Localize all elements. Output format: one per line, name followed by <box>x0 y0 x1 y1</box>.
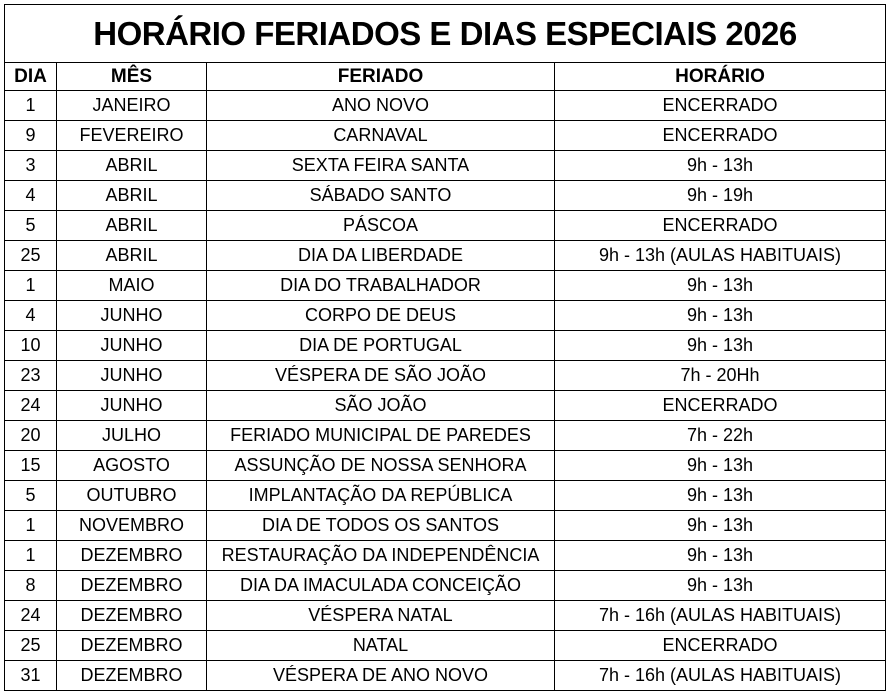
cell-mes: DEZEMBRO <box>57 541 207 571</box>
cell-feriado: DIA DE PORTUGAL <box>207 331 555 361</box>
cell-feriado: FERIADO MUNICIPAL DE PAREDES <box>207 421 555 451</box>
cell-feriado: DIA DE TODOS OS SANTOS <box>207 511 555 541</box>
cell-dia: 20 <box>5 421 57 451</box>
cell-dia: 9 <box>5 121 57 151</box>
table-row <box>5 601 886 631</box>
cell-horario: 9h - 19h <box>555 181 886 211</box>
cell-dia: 3 <box>5 151 57 181</box>
cell-horario: 9h - 13h <box>555 451 886 481</box>
cell-horario: 9h - 13h <box>555 541 886 571</box>
cell-feriado: DIA DA LIBERDADE <box>207 241 555 271</box>
cell-feriado: CORPO DE DEUS <box>207 301 555 331</box>
cell-horario: 9h - 13h <box>555 481 886 511</box>
cell-feriado: CARNAVAL <box>207 121 555 151</box>
cell-mes: DEZEMBRO <box>57 601 207 631</box>
cell-dia: 5 <box>5 481 57 511</box>
cell-mes: MAIO <box>57 271 207 301</box>
cell-horario: 9h - 13h <box>555 511 886 541</box>
cell-feriado: VÉSPERA NATAL <box>207 601 555 631</box>
cell-horario: 7h - 20Hh <box>555 361 886 391</box>
cell-horario: 9h - 13h <box>555 271 886 301</box>
cell-dia: 1 <box>5 541 57 571</box>
cell-feriado: ANO NOVO <box>207 91 555 121</box>
cell-mes: AGOSTO <box>57 451 207 481</box>
table-row <box>5 211 886 241</box>
table-row <box>5 571 886 601</box>
cell-dia: 4 <box>5 301 57 331</box>
cell-horario: 9h - 13h <box>555 571 886 601</box>
title-row <box>5 5 886 63</box>
cell-mes: DEZEMBRO <box>57 571 207 601</box>
cell-horario: 7h - 16h (AULAS HABITUAIS) <box>555 661 886 691</box>
cell-dia: 1 <box>5 271 57 301</box>
cell-mes: JULHO <box>57 421 207 451</box>
header-row <box>5 63 886 91</box>
cell-feriado: DIA DA IMACULADA CONCEIÇÃO <box>207 571 555 601</box>
cell-feriado: VÉSPERA DE SÃO JOÃO <box>207 361 555 391</box>
table-row <box>5 511 886 541</box>
cell-horario: ENCERRADO <box>555 121 886 151</box>
cell-feriado: RESTAURAÇÃO DA INDEPENDÊNCIA <box>207 541 555 571</box>
table-row <box>5 661 886 691</box>
cell-mes: DEZEMBRO <box>57 661 207 691</box>
cell-feriado: SÁBADO SANTO <box>207 181 555 211</box>
cell-mes: NOVEMBRO <box>57 511 207 541</box>
cell-dia: 23 <box>5 361 57 391</box>
schedule-sheet <box>4 4 885 691</box>
table-row <box>5 121 886 151</box>
cell-mes: ABRIL <box>57 151 207 181</box>
cell-dia: 1 <box>5 511 57 541</box>
cell-mes: JUNHO <box>57 391 207 421</box>
cell-horario: 9h - 13h <box>555 151 886 181</box>
table-row <box>5 241 886 271</box>
cell-mes: JANEIRO <box>57 91 207 121</box>
cell-feriado: PÁSCOA <box>207 211 555 241</box>
table-row <box>5 451 886 481</box>
table-row <box>5 181 886 211</box>
table-row <box>5 421 886 451</box>
table-row <box>5 151 886 181</box>
table-row <box>5 91 886 121</box>
table-row <box>5 391 886 421</box>
cell-mes: ABRIL <box>57 241 207 271</box>
cell-dia: 5 <box>5 211 57 241</box>
cell-horario: 7h - 16h (AULAS HABITUAIS) <box>555 601 886 631</box>
cell-feriado: IMPLANTAÇÃO DA REPÚBLICA <box>207 481 555 511</box>
cell-feriado: SÃO JOÃO <box>207 391 555 421</box>
holiday-schedule-table <box>4 4 886 691</box>
cell-mes: ABRIL <box>57 211 207 241</box>
cell-horario: 7h - 22h <box>555 421 886 451</box>
cell-mes: DEZEMBRO <box>57 631 207 661</box>
cell-feriado: ASSUNÇÃO DE NOSSA SENHORA <box>207 451 555 481</box>
cell-horario: ENCERRADO <box>555 631 886 661</box>
cell-feriado: DIA DO TRABALHADOR <box>207 271 555 301</box>
page-title: HORÁRIO FERIADOS E DIAS ESPECIAIS 2026 <box>5 5 886 63</box>
cell-horario: 9h - 13h <box>555 301 886 331</box>
cell-dia: 4 <box>5 181 57 211</box>
cell-dia: 24 <box>5 601 57 631</box>
table-row <box>5 271 886 301</box>
column-header-dia: DIA <box>5 63 57 91</box>
cell-mes: OUTUBRO <box>57 481 207 511</box>
cell-mes: JUNHO <box>57 301 207 331</box>
column-header-feriado: FERIADO <box>207 63 555 91</box>
table-row <box>5 631 886 661</box>
cell-horario: 9h - 13h (AULAS HABITUAIS) <box>555 241 886 271</box>
column-header-mes: MÊS <box>57 63 207 91</box>
cell-dia: 31 <box>5 661 57 691</box>
column-header-horario: HORÁRIO <box>555 63 886 91</box>
cell-dia: 25 <box>5 631 57 661</box>
table-row <box>5 361 886 391</box>
cell-dia: 24 <box>5 391 57 421</box>
table-body <box>5 91 886 691</box>
cell-feriado: VÉSPERA DE ANO NOVO <box>207 661 555 691</box>
cell-mes: ABRIL <box>57 181 207 211</box>
cell-horario: ENCERRADO <box>555 211 886 241</box>
cell-dia: 10 <box>5 331 57 361</box>
table-row <box>5 331 886 361</box>
cell-dia: 8 <box>5 571 57 601</box>
cell-horario: ENCERRADO <box>555 391 886 421</box>
cell-horario: 9h - 13h <box>555 331 886 361</box>
cell-mes: JUNHO <box>57 361 207 391</box>
cell-horario: ENCERRADO <box>555 91 886 121</box>
table-row <box>5 541 886 571</box>
cell-dia: 1 <box>5 91 57 121</box>
cell-dia: 25 <box>5 241 57 271</box>
table-row <box>5 301 886 331</box>
cell-feriado: NATAL <box>207 631 555 661</box>
cell-dia: 15 <box>5 451 57 481</box>
cell-mes: FEVEREIRO <box>57 121 207 151</box>
cell-mes: JUNHO <box>57 331 207 361</box>
cell-feriado: SEXTA FEIRA SANTA <box>207 151 555 181</box>
table-row <box>5 481 886 511</box>
